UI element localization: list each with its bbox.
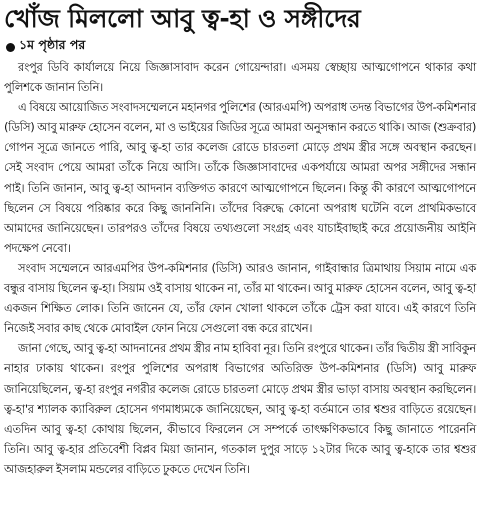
article-paragraph-1: রংপুর ডিবি কার্যালয়ে নিয়ে জিজ্ঞাসাবাদ করেন গোয়েন্দারা। এসময় স্বেচ্ছায় আত্মগোপনে থাকার কথা পুলিশকে জানান তিনি। (4, 60, 476, 95)
continued-from-label (4, 37, 476, 57)
article-paragraph-3: সংবাদ সম্মেলনে আরএমপির উপ-কমিশনার (ডিসি) আরও জানান, গাইবান্ধার ত্রিমাথায় সিয়াম নামে এক বন্ধুর বাসায় ছিলেন ত্ব-হা। সিয়াম ওই বাসায় থাকেন না, তাঁর মা থাকেন। আবু মারুফ হোসেন বলেন, আবু ত্ব-হা একজন শিক্ষিত লোক। তিনি জানেন যে, তাঁর ফোন খোলা থাকলে তাঁকে ট্রেস করা যাবে। এই কারণে তিনি নিজেই সবার কাছ থেকে মোবাইল ফোন নিয়ে সেগুলো বন্ধ করে রাখেন। (4, 260, 476, 336)
article-headline: খোঁজ মিললো আবু ত্ব-হা ও সঙ্গীদের (4, 4, 361, 33)
article-paragraph-4: জানা গেছে, আবু ত্ব-হা আদনানের প্রথম স্ত্রীর নাম হাবিবা নূর। তিনি রংপুরে থাকেন। তাঁর দ্বিতীয় স্ত্রী সাবিকুন নাহার ঢাকায় থাকেন। রংপুর পুলিশের অপরাধ বিভাগের অতিরিক্ত উপ-কমিশনার (ডিসি) আবু মারুফ জানিয়েছিলেন, ত্ব-হা রংপুর নগরীর কলেজ রোডে চারতলা মোড়ে প্রথম স্ত্রীর ভাড়া বাসায় অবস্থান করছিলেন। ত্ব-হা'র শ্যালক ক্যাবিরুল হোসেন গণমাধ্যমকে জানিয়েছেন, আবু ত্ব-হা বর্তমানে তার শ্বশুর বাড়িতে রয়েছেন। এতদিন আবু ত্ব-হা কোথায় ছিলেন, কীভাবে ফিরলেন সে সম্পর্কে তাৎক্ষণিকভাবে কিছু জানাতে পারেননি তিনি। আবু ত্ব-হার প্রতিবেশী বিপ্লব মিয়া জানান, গতকাল দুপুর সাড়ে ১২টার দিকে আবু ত্ব-হাকে তার শ্বশুর আজহারুল ইসলাম মন্ডলের বাড়িতে ঢুকতে দেখেন তিনি। (4, 341, 476, 476)
news-article (4, 2, 476, 479)
bullet-dot-icon (6, 43, 15, 52)
continued-from-text: ১ম পৃষ্ঠার পর (19, 37, 86, 52)
article-paragraph-2: এ বিষয়ে আয়োজিত সংবাদসম্মেলনে মহানগর পুলিশের (আরএমপি) অপরাধ তদন্ত বিভাগের উপ-কমিশনার (ডিসি) আবু মারুফ হোসেন বলেন, মা ও ভাইয়ের জিডির সূত্রে আমরা অনুসন্ধান করতে থাকি। আজ (শুক্রবার) গোপন সূত্রে জানতে পারি, আবু ত্ব-হা তার কলেজ রোডে চারতলা মোড়ে প্রথম স্ত্রীর সঙ্গে অবস্থান করছেন। সেই সংবাদ পেয়ে আমরা তাঁকে নিয়ে আসি। তাঁকে জিজ্ঞাসাবাদের একপর্যায়ে আমরা অপর সঙ্গীদের সন্ধান পাই। তিনি জানান, আবু ত্ব-হা আদনান ব্যক্তিগত কারণে আত্মগোপনে ছিলেন। কিন্তু কী কারণে আত্মগোপনে ছিলেন সে বিষয়ে পরিষ্কার করে কিছু জাননিনি। তাঁদের বিরুদ্ধে কোনো অপরাধ ঘটেনি বলে প্রাথমিকভাবে আমাদের জানিয়েছেন। তারপরও তাঁদের বিষয়ে তথ্যগুলো সংগ্রহ এবং যাচাইবাছাই করে প্রয়োজনীয় আইনি পদক্ষেপ নেবো। (4, 100, 477, 255)
